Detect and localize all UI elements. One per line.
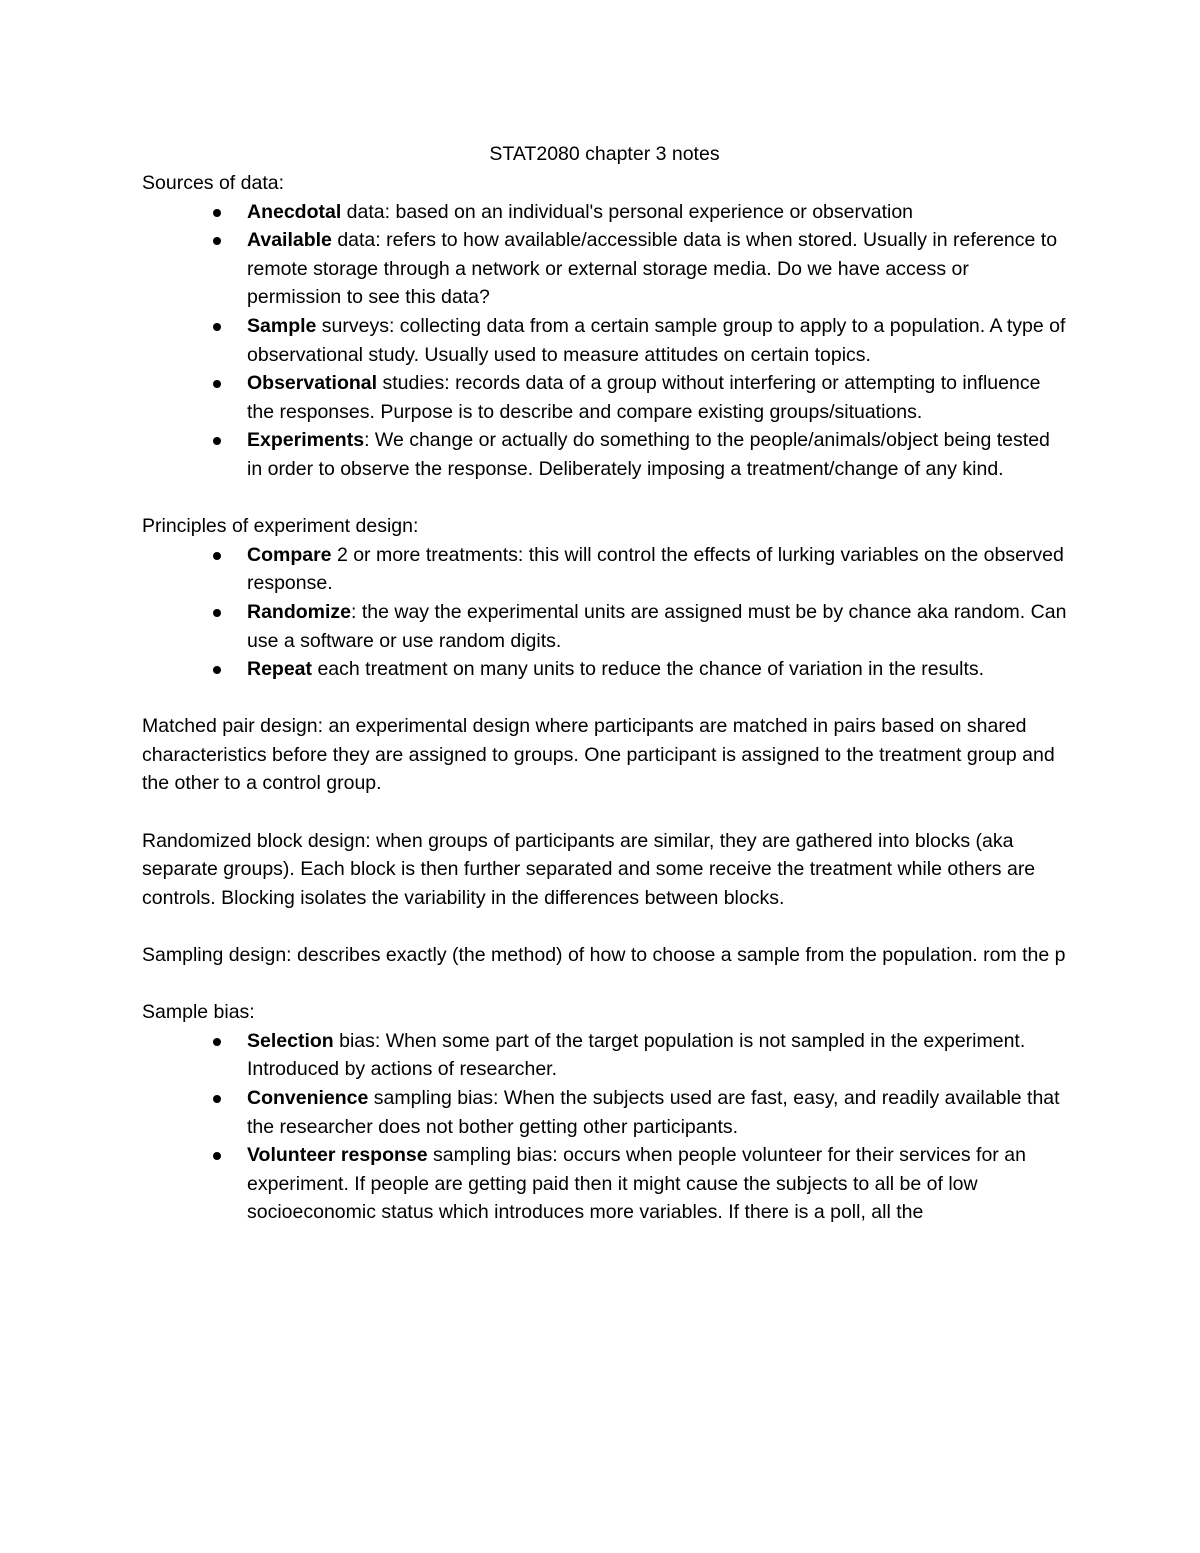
spacer <box>142 912 1067 941</box>
list-item <box>247 369 1067 426</box>
bullet-icon <box>213 552 221 560</box>
matched-pair-paragraph: Matched pair design: an experimental design where participants are matched in pairs based on shared characteristics before they are assigned to groups. One participant is assigned to the treatment group and the other to a control group. <box>142 715 1055 795</box>
bullet-icon <box>213 609 221 617</box>
definition: sampling bias: When the subjects used are fast, easy, and readily available that the researcher does not bother getting other participants. <box>247 1087 1060 1138</box>
term: Sample <box>247 314 317 337</box>
term: Repeat <box>247 658 313 681</box>
bullet-icon <box>213 237 221 245</box>
list-item <box>247 198 1067 227</box>
definition: each treatment on many units to reduce the chance of variation in the results. <box>312 658 985 681</box>
term: Volunteer response <box>247 1144 428 1167</box>
definition: data: based on an individual's personal experience or observation <box>341 200 914 223</box>
list-item <box>247 1141 1067 1227</box>
bullet-icon <box>213 1038 221 1046</box>
definition: sampling bias: occurs when people volunteer for their services for an experiment. If people are getting paid then it might cause the subjects to all be of low socioeconomic status which introduces more variables. If there is a poll, all the <box>247 1144 1026 1224</box>
list-item <box>247 598 1067 655</box>
definition: 2 or more treatments: this will control the effects of lurking variables on the observed response. <box>247 543 1064 595</box>
definition: : the way the experimental units are assigned must be by chance aka random. Can use a software or use random digits. <box>247 600 1067 652</box>
term: Experiments <box>247 429 365 452</box>
bullet-icon <box>213 380 221 388</box>
term: Anecdotal <box>247 200 342 223</box>
list-item <box>247 1027 1067 1084</box>
bias-list <box>142 1027 1067 1227</box>
spacer <box>142 798 1067 827</box>
principles-list <box>142 541 1067 684</box>
spacer <box>142 970 1067 999</box>
bullet-icon <box>213 666 221 674</box>
sources-heading: Sources of data: <box>142 172 285 194</box>
term: Convenience <box>247 1087 369 1109</box>
definition: data: refers to how available/accessible data is when stored. Usually in reference to remote storage through a network or external storage media. Do we have access or permission to see this data? <box>247 229 1058 309</box>
bullet-icon <box>213 209 221 217</box>
list-item <box>247 226 1067 312</box>
bullet-icon <box>213 1152 221 1160</box>
list-item <box>247 541 1067 598</box>
list-item <box>247 1084 1067 1141</box>
sources-list <box>142 198 1067 484</box>
definition: surveys: collecting data from a certain sample group to apply to a population. A type of observational study. Usually used to measure attitudes on certain topics. <box>247 314 1066 366</box>
randomized-block-paragraph: Randomized block design: when groups of participants are similar, they are gathered into blocks (aka separate groups). Each block is then further separated and some receive the treatment while others are controls. Blocking isolates the variability in the differences between blocks. <box>142 829 1036 909</box>
definition: bias: When some part of the target population is not sampled in the experiment. Introduced by actions of researcher. <box>247 1029 1026 1081</box>
bullet-icon <box>213 437 221 445</box>
term: Selection <box>247 1029 334 1052</box>
term: Compare <box>247 543 332 566</box>
list-item <box>247 426 1067 483</box>
definition: : We change or actually do something to the people/animals/object being tested in order to observe the response. Deliberately imposing a treatment/change of any kind. <box>247 429 1050 480</box>
term: Randomize <box>247 600 352 623</box>
spacer <box>142 684 1067 713</box>
list-item <box>247 655 1067 684</box>
bullet-icon <box>213 1095 221 1103</box>
sampling-design-paragraph: Sampling design: describes exactly (the method) of how to choose a sample from the population. rom the p <box>142 944 1066 967</box>
document-title: STAT2080 chapter 3 notes <box>489 143 720 165</box>
principles-heading: Principles of experiment design: <box>142 515 419 538</box>
term: Observational <box>247 372 378 395</box>
bias-heading: Sample bias: <box>142 1001 255 1024</box>
spacer <box>142 484 1067 513</box>
document-content <box>142 139 1067 1227</box>
term: Available <box>247 229 332 252</box>
definition: studies: records data of a group without interfering or attempting to influence the responses. Purpose is to describe and compare existing groups/situations. <box>247 372 1041 423</box>
bullet-icon <box>213 323 221 331</box>
list-item <box>247 312 1067 369</box>
